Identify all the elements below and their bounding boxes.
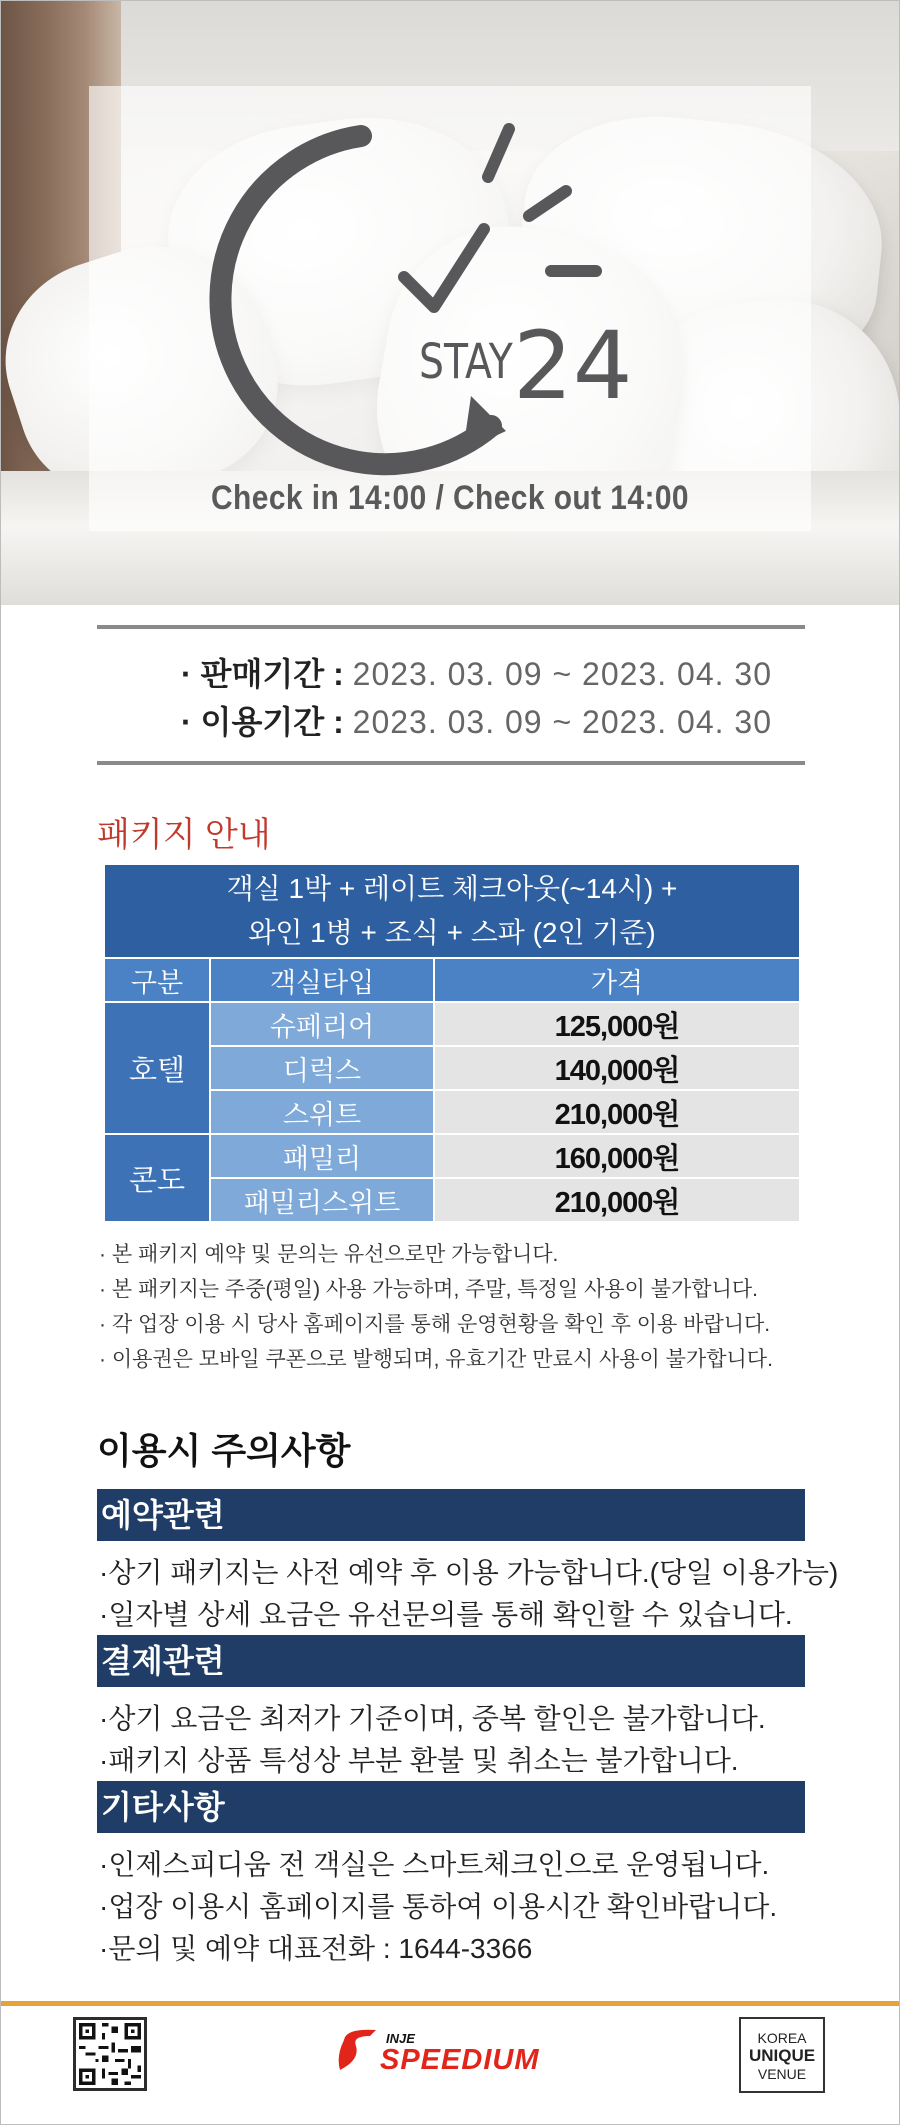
package-notes — [99, 1237, 819, 1377]
package-title-line: 와인 1병 + 조식 + 스파 (2인 기준) — [248, 917, 656, 948]
category-cell: 호텔 — [104, 1002, 210, 1134]
header-cell: 객실타입 — [210, 958, 434, 1002]
logo-word: STAY — [419, 334, 513, 391]
badge-line: VENUE — [757, 2066, 807, 2082]
caution-line: ·상기 요금은 최저가 기준이며, 중복 할인은 불가합니다. — [99, 1703, 766, 1734]
caution-line: ·상기 패키지는 사전 예약 후 이용 가능합니다.(당일 이용가능) — [99, 1557, 839, 1588]
note-item: · 본 패키지는 주중(평일) 사용 가능하며, 주말, 특정일 사용이 불가합니다. — [99, 1278, 758, 1301]
qr-code-icon[interactable] — [73, 2017, 147, 2091]
brand-main: SPEEDIUM — [380, 2044, 540, 2076]
table-header-row — [104, 958, 800, 1002]
room-type-cell: 디럭스 — [210, 1046, 434, 1090]
hero-banner — [1, 1, 899, 605]
section-bar-other: 기타사항 — [97, 1781, 805, 1833]
period-sep: : — [333, 704, 344, 740]
caution-line: ·패키지 상품 특성상 부분 환불 및 취소는 불가합니다. — [99, 1745, 739, 1776]
package-title-line: 객실 1박 + 레이트 체크아웃(~14시) + — [226, 873, 678, 904]
period-label: 이용기간 — [200, 704, 325, 740]
section-bar-payment: 결제관련 — [97, 1635, 805, 1687]
caution-line: ·일자별 상세 요금은 유선문의를 통해 확인할 수 있습니다. — [99, 1599, 793, 1630]
header-cell: 가격 — [434, 958, 800, 1002]
period-sep: : — [333, 656, 344, 692]
room-type-cell: 스위트 — [210, 1090, 434, 1134]
room-type-cell: 슈페리어 — [210, 1002, 434, 1046]
category-cell: 콘도 — [104, 1134, 210, 1222]
checkin-checkout-times: Check in 14:00 / Check out 14:00 — [210, 479, 690, 517]
section-bar-reservation: 예약관련 — [97, 1489, 805, 1541]
clock-tick — [529, 191, 566, 216]
korea-unique-venue-badge — [739, 2017, 825, 2093]
room-type-cell: 패밀리 — [210, 1134, 434, 1178]
sale-period — [181, 649, 772, 695]
swoosh-icon — [339, 2030, 376, 2070]
package-heading: 패키지 안내 — [97, 816, 271, 854]
note-item: · 이용권은 모바일 쿠폰으로 발행되며, 유효기간 만료시 사용이 불가합니다. — [99, 1348, 773, 1371]
clock-tick — [488, 129, 509, 177]
clock-arrow-icon — [220, 136, 491, 464]
caution-line: ·업장 이용시 홈페이지를 통하여 이용시간 확인바랍니다. — [99, 1891, 778, 1922]
caution-line: ·인제스피디움 전 객실은 스마트체크인으로 운영됩니다. — [99, 1849, 770, 1880]
note-item: · 각 업장 이용 시 당사 홈페이지를 통해 운영현황을 확인 후 이용 바랍니다. — [99, 1313, 771, 1336]
inje-speedium-logo — [336, 2026, 586, 2076]
package-title — [104, 864, 800, 958]
bullet: · — [181, 704, 192, 740]
table-row — [104, 1002, 800, 1046]
divider — [97, 761, 805, 765]
period-label: 판매기간 — [200, 656, 325, 692]
caution-line: ·문의 및 예약 대표전화 : 1644-3366 — [99, 1933, 533, 1964]
badge-line: KOREA — [757, 2030, 807, 2046]
logo-number: 24 — [513, 312, 633, 421]
price-cell: 125,000원 — [434, 1002, 800, 1046]
period-value: 2023. 03. 09 ~ 2023. 04. 30 — [352, 656, 772, 692]
package-price-table — [103, 863, 801, 1223]
check-icon — [404, 229, 484, 307]
room-type-cell: 패밀리스위트 — [210, 1178, 434, 1222]
price-cell: 160,000원 — [434, 1134, 800, 1178]
brand-small: INJE — [386, 2031, 415, 2046]
price-cell: 210,000원 — [434, 1090, 800, 1134]
table-row — [104, 1134, 800, 1178]
period-value: 2023. 03. 09 ~ 2023. 04. 30 — [352, 704, 772, 740]
footer-divider — [1, 2001, 899, 2006]
price-cell: 210,000원 — [434, 1178, 800, 1222]
header-cell: 구분 — [104, 958, 210, 1002]
divider — [97, 625, 805, 629]
cautions-heading: 이용시 주의사항 — [97, 1430, 351, 1471]
price-cell: 140,000원 — [434, 1046, 800, 1090]
note-item: · 본 패키지 예약 및 문의는 유선으로만 가능합니다. — [99, 1243, 559, 1266]
badge-line: UNIQUE — [748, 2046, 816, 2065]
use-period — [181, 697, 772, 743]
bullet: · — [181, 656, 192, 692]
